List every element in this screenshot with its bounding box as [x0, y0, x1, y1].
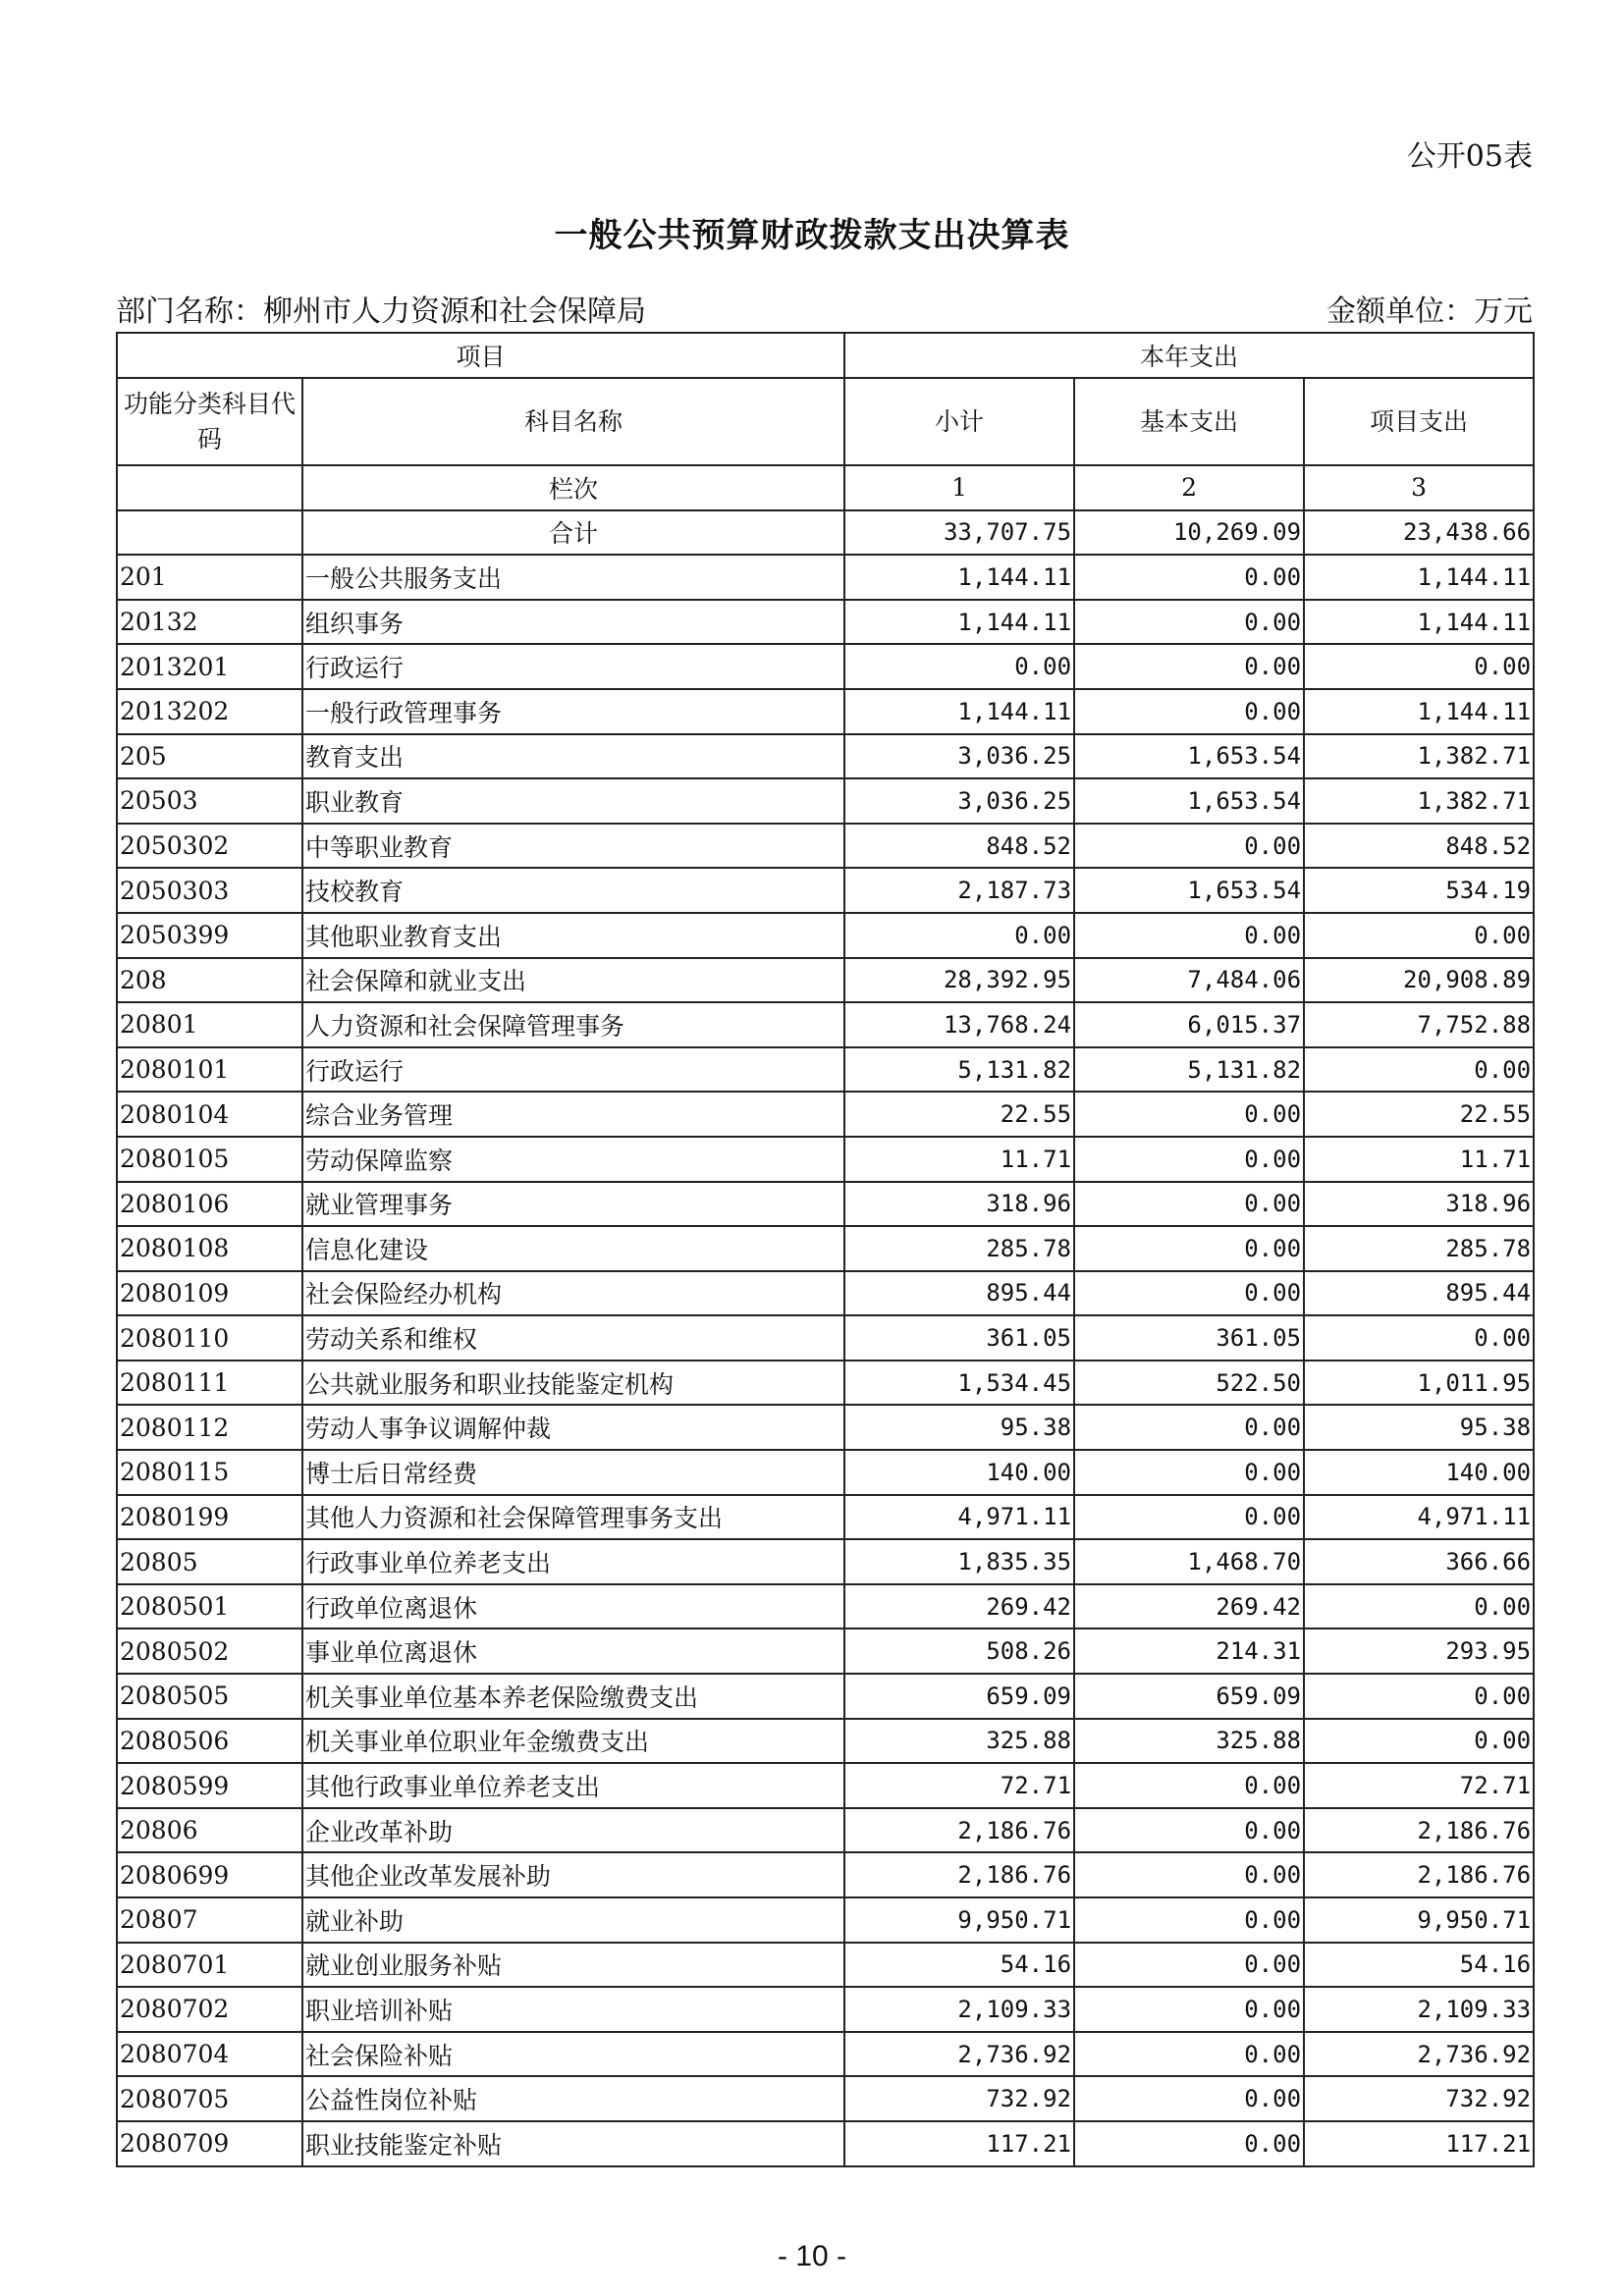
table-row	[117, 689, 1534, 734]
row-basic: 0.00	[1074, 1943, 1304, 1988]
row-basic: 0.00	[1074, 1092, 1304, 1137]
table-row	[117, 1361, 1534, 1406]
row-code: 208	[117, 958, 302, 1003]
row-project: 7,752.88	[1304, 1002, 1534, 1047]
row-project: 0.00	[1304, 1315, 1534, 1361]
row-code: 2080108	[117, 1226, 302, 1271]
header-subtotal: 小计	[844, 378, 1074, 465]
row-code: 2080105	[117, 1137, 302, 1182]
row-name: 其他行政事业单位养老支出	[302, 1763, 844, 1808]
row-subtotal: 659.09	[844, 1674, 1074, 1719]
row-project: 285.78	[1304, 1226, 1534, 1271]
row-basic: 522.50	[1074, 1361, 1304, 1406]
row-project: 0.00	[1304, 644, 1534, 689]
row-name: 劳动人事争议调解仲裁	[302, 1405, 844, 1450]
row-project: 293.95	[1304, 1629, 1534, 1674]
table-row	[117, 600, 1534, 645]
row-code: 20807	[117, 1897, 302, 1943]
row-name: 其他人力资源和社会保障管理事务支出	[302, 1495, 844, 1540]
row-code: 2080110	[117, 1315, 302, 1361]
table-row	[117, 1763, 1534, 1808]
row-project: 1,144.11	[1304, 555, 1534, 600]
row-basic: 0.00	[1074, 1897, 1304, 1943]
table-row	[117, 644, 1534, 689]
row-code: 2080705	[117, 2076, 302, 2121]
total-blank	[117, 510, 302, 556]
row-code: 2080505	[117, 1674, 302, 1719]
row-code: 20805	[117, 1539, 302, 1584]
row-name: 事业单位离退休	[302, 1629, 844, 1674]
row-project: 95.38	[1304, 1405, 1534, 1450]
row-project: 54.16	[1304, 1943, 1534, 1988]
row-name: 就业管理事务	[302, 1182, 844, 1227]
row-project: 2,186.76	[1304, 1852, 1534, 1897]
table-row	[117, 1629, 1534, 1674]
table-row	[117, 1182, 1534, 1227]
row-project: 848.52	[1304, 824, 1534, 869]
row-code: 2013201	[117, 644, 302, 689]
header-row-3	[117, 465, 1534, 510]
row-subtotal: 2,186.76	[844, 1808, 1074, 1853]
row-subtotal: 2,186.76	[844, 1852, 1074, 1897]
row-basic: 5,131.82	[1074, 1047, 1304, 1093]
total-row	[117, 510, 1534, 556]
row-subtotal: 54.16	[844, 1943, 1074, 1988]
table-row	[117, 1450, 1534, 1495]
row-project: 9,950.71	[1304, 1897, 1534, 1943]
row-basic: 0.00	[1074, 1226, 1304, 1271]
row-basic: 659.09	[1074, 1674, 1304, 1719]
row-subtotal: 269.42	[844, 1584, 1074, 1629]
row-basic: 0.00	[1074, 1405, 1304, 1450]
row-code: 2080599	[117, 1763, 302, 1808]
row-basic: 0.00	[1074, 600, 1304, 645]
row-basic: 0.00	[1074, 1763, 1304, 1808]
table-row	[117, 734, 1534, 779]
row-basic: 0.00	[1074, 644, 1304, 689]
row-project: 117.21	[1304, 2121, 1534, 2166]
table-row	[117, 1137, 1534, 1182]
header-project-exp: 项目支出	[1304, 378, 1534, 465]
row-code: 20806	[117, 1808, 302, 1853]
row-basic: 0.00	[1074, 689, 1304, 734]
row-code: 2080109	[117, 1271, 302, 1316]
table-row	[117, 1943, 1534, 1988]
budget-table	[116, 332, 1535, 2167]
row-code: 2050302	[117, 824, 302, 869]
row-subtotal: 2,187.73	[844, 868, 1074, 913]
row-code: 2080702	[117, 1987, 302, 2032]
row-code: 201	[117, 555, 302, 600]
row-basic: 6,015.37	[1074, 1002, 1304, 1047]
row-subtotal: 848.52	[844, 824, 1074, 869]
table-row	[117, 1047, 1534, 1093]
table-row	[117, 1719, 1534, 1764]
table-row	[117, 2076, 1534, 2121]
row-project: 22.55	[1304, 1092, 1534, 1137]
row-subtotal: 1,144.11	[844, 555, 1074, 600]
row-code: 2080704	[117, 2032, 302, 2077]
table-row	[117, 778, 1534, 824]
row-name: 公共就业服务和职业技能鉴定机构	[302, 1361, 844, 1406]
table-row	[117, 1852, 1534, 1897]
row-code: 2080199	[117, 1495, 302, 1540]
row-subtotal: 3,036.25	[844, 734, 1074, 779]
row-subtotal: 28,392.95	[844, 958, 1074, 1003]
row-name: 一般行政管理事务	[302, 689, 844, 734]
row-basic: 0.00	[1074, 2032, 1304, 2077]
table-row	[117, 1405, 1534, 1450]
row-subtotal: 325.88	[844, 1719, 1074, 1764]
row-basic: 269.42	[1074, 1584, 1304, 1629]
row-code: 2080104	[117, 1092, 302, 1137]
row-subtotal: 732.92	[844, 2076, 1074, 2121]
table-row	[117, 1987, 1534, 2032]
row-name: 组织事务	[302, 600, 844, 645]
table-row	[117, 555, 1534, 600]
row-project: 895.44	[1304, 1271, 1534, 1316]
row-subtotal: 117.21	[844, 2121, 1074, 2166]
row-subtotal: 1,144.11	[844, 689, 1074, 734]
row-name: 职业培训补贴	[302, 1987, 844, 2032]
row-name: 信息化建设	[302, 1226, 844, 1271]
row-name: 企业改革补助	[302, 1808, 844, 1853]
row-project: 0.00	[1304, 1584, 1534, 1629]
table-row	[117, 1315, 1534, 1361]
row-code: 20132	[117, 600, 302, 645]
row-basic: 0.00	[1074, 824, 1304, 869]
row-name: 行政运行	[302, 1047, 844, 1093]
row-name: 社会保障和就业支出	[302, 958, 844, 1003]
header-basic: 基本支出	[1074, 378, 1304, 465]
table-row	[117, 2121, 1534, 2166]
row-name: 就业创业服务补贴	[302, 1943, 844, 1988]
header-col1: 1	[844, 465, 1074, 510]
row-project: 0.00	[1304, 1674, 1534, 1719]
row-code: 2013202	[117, 689, 302, 734]
row-subtotal: 1,835.35	[844, 1539, 1074, 1584]
header-row-2	[117, 378, 1534, 465]
row-name: 行政运行	[302, 644, 844, 689]
row-code: 2080112	[117, 1405, 302, 1450]
row-subtotal: 1,534.45	[844, 1361, 1074, 1406]
row-basic: 0.00	[1074, 1137, 1304, 1182]
table-row	[117, 2032, 1534, 2077]
row-project: 0.00	[1304, 1047, 1534, 1093]
department-name: 部门名称：柳州市人力资源和社会保障局	[116, 294, 646, 329]
row-project: 1,144.11	[1304, 600, 1534, 645]
table-row	[117, 824, 1534, 869]
table-row	[117, 1495, 1534, 1540]
row-subtotal: 318.96	[844, 1182, 1074, 1227]
row-name: 机关事业单位职业年金缴费支出	[302, 1719, 844, 1764]
row-name: 行政事业单位养老支出	[302, 1539, 844, 1584]
row-name: 综合业务管理	[302, 1092, 844, 1137]
row-subtotal: 140.00	[844, 1450, 1074, 1495]
row-code: 2080699	[117, 1852, 302, 1897]
row-basic: 0.00	[1074, 913, 1304, 958]
row-code: 2050303	[117, 868, 302, 913]
row-project: 1,144.11	[1304, 689, 1534, 734]
row-project: 2,186.76	[1304, 1808, 1534, 1853]
row-basic: 0.00	[1074, 1852, 1304, 1897]
row-basic: 1,653.54	[1074, 778, 1304, 824]
row-name: 一般公共服务支出	[302, 555, 844, 600]
header-col3: 3	[1304, 465, 1534, 510]
row-project: 1,382.71	[1304, 778, 1534, 824]
table-row	[117, 1674, 1534, 1719]
row-name: 中等职业教育	[302, 824, 844, 869]
row-project: 318.96	[1304, 1182, 1534, 1227]
row-subtotal: 508.26	[844, 1629, 1074, 1674]
table-row	[117, 1271, 1534, 1316]
row-project: 0.00	[1304, 913, 1534, 958]
row-name: 公益性岗位补贴	[302, 2076, 844, 2121]
row-subtotal: 285.78	[844, 1226, 1074, 1271]
table-row	[117, 958, 1534, 1003]
row-name: 就业补助	[302, 1897, 844, 1943]
row-project: 4,971.11	[1304, 1495, 1534, 1540]
row-basic: 1,653.54	[1074, 734, 1304, 779]
row-subtotal: 95.38	[844, 1405, 1074, 1450]
row-subtotal: 3,036.25	[844, 778, 1074, 824]
row-code: 2080106	[117, 1182, 302, 1227]
row-subtotal: 13,768.24	[844, 1002, 1074, 1047]
row-basic: 1,468.70	[1074, 1539, 1304, 1584]
row-name: 技校教育	[302, 868, 844, 913]
row-project: 2,109.33	[1304, 1987, 1534, 2032]
row-name: 机关事业单位基本养老保险缴费支出	[302, 1674, 844, 1719]
row-project: 20,908.89	[1304, 958, 1534, 1003]
row-project: 534.19	[1304, 868, 1534, 913]
row-basic: 0.00	[1074, 1808, 1304, 1853]
table-row	[117, 1808, 1534, 1853]
row-name: 行政单位离退休	[302, 1584, 844, 1629]
header-current-year: 本年支出	[844, 333, 1534, 378]
row-subtotal: 2,109.33	[844, 1987, 1074, 2032]
row-name: 社会保险补贴	[302, 2032, 844, 2077]
document-title: 一般公共预算财政拨款支出决算表	[554, 216, 1070, 255]
row-code: 2080502	[117, 1629, 302, 1674]
header-blank	[117, 465, 302, 510]
row-basic: 1,653.54	[1074, 868, 1304, 913]
form-number: 公开05表	[1406, 139, 1533, 174]
row-subtotal: 22.55	[844, 1092, 1074, 1137]
row-basic: 0.00	[1074, 1271, 1304, 1316]
row-subtotal: 1,144.11	[844, 600, 1074, 645]
row-basic: 214.31	[1074, 1629, 1304, 1674]
header-name: 科目名称	[302, 378, 844, 465]
row-basic: 0.00	[1074, 2076, 1304, 2121]
row-code: 2050399	[117, 913, 302, 958]
row-name: 职业教育	[302, 778, 844, 824]
row-code: 205	[117, 734, 302, 779]
header-code: 功能分类科目代码	[117, 378, 302, 465]
row-project: 11.71	[1304, 1137, 1534, 1182]
row-project: 1,011.95	[1304, 1361, 1534, 1406]
row-subtotal: 5,131.82	[844, 1047, 1074, 1093]
total-subtotal: 33,707.75	[844, 510, 1074, 556]
table-row	[117, 1584, 1534, 1629]
row-subtotal: 9,950.71	[844, 1897, 1074, 1943]
row-name: 社会保险经办机构	[302, 1271, 844, 1316]
row-basic: 0.00	[1074, 1182, 1304, 1227]
row-basic: 325.88	[1074, 1719, 1304, 1764]
header-project: 项目	[117, 333, 844, 378]
row-name: 劳动关系和维权	[302, 1315, 844, 1361]
row-subtotal: 2,736.92	[844, 2032, 1074, 2077]
row-name: 其他企业改革发展补助	[302, 1852, 844, 1897]
row-name: 人力资源和社会保障管理事务	[302, 1002, 844, 1047]
row-subtotal: 0.00	[844, 913, 1074, 958]
total-project: 23,438.66	[1304, 510, 1534, 556]
row-subtotal: 895.44	[844, 1271, 1074, 1316]
row-basic: 361.05	[1074, 1315, 1304, 1361]
row-code: 2080501	[117, 1584, 302, 1629]
table-row	[117, 868, 1534, 913]
header-col2: 2	[1074, 465, 1304, 510]
row-project: 0.00	[1304, 1719, 1534, 1764]
row-name: 博士后日常经费	[302, 1450, 844, 1495]
amount-unit: 金额单位：万元	[1326, 294, 1533, 329]
row-code: 2080709	[117, 2121, 302, 2166]
row-basic: 0.00	[1074, 555, 1304, 600]
table-row	[117, 1092, 1534, 1137]
row-project: 366.66	[1304, 1539, 1534, 1584]
page-number: - 10 -	[777, 2240, 847, 2272]
row-code: 2080701	[117, 1943, 302, 1988]
row-code: 2080506	[117, 1719, 302, 1764]
row-subtotal: 361.05	[844, 1315, 1074, 1361]
table-row	[117, 1539, 1534, 1584]
row-name: 其他职业教育支出	[302, 913, 844, 958]
row-basic: 7,484.06	[1074, 958, 1304, 1003]
row-basic: 0.00	[1074, 1450, 1304, 1495]
row-basic: 0.00	[1074, 1987, 1304, 2032]
row-code: 2080101	[117, 1047, 302, 1093]
table-row	[117, 1226, 1534, 1271]
row-subtotal: 4,971.11	[844, 1495, 1074, 1540]
row-name: 劳动保障监察	[302, 1137, 844, 1182]
total-label: 合计	[302, 510, 844, 556]
row-code: 2080115	[117, 1450, 302, 1495]
row-name: 教育支出	[302, 734, 844, 779]
total-basic: 10,269.09	[1074, 510, 1304, 556]
header-row-1	[117, 333, 1534, 378]
row-project: 732.92	[1304, 2076, 1534, 2121]
row-project: 140.00	[1304, 1450, 1534, 1495]
table-row	[117, 1002, 1534, 1047]
row-basic: 0.00	[1074, 1495, 1304, 1540]
row-basic: 0.00	[1074, 2121, 1304, 2166]
table-row	[117, 913, 1534, 958]
row-project: 1,382.71	[1304, 734, 1534, 779]
table-row	[117, 1897, 1534, 1943]
row-project: 2,736.92	[1304, 2032, 1534, 2077]
row-name: 职业技能鉴定补贴	[302, 2121, 844, 2166]
row-project: 72.71	[1304, 1763, 1534, 1808]
row-code: 20503	[117, 778, 302, 824]
row-code: 2080111	[117, 1361, 302, 1406]
row-code: 20801	[117, 1002, 302, 1047]
row-subtotal: 0.00	[844, 644, 1074, 689]
row-subtotal: 11.71	[844, 1137, 1074, 1182]
header-col-label: 栏次	[302, 465, 844, 510]
row-subtotal: 72.71	[844, 1763, 1074, 1808]
